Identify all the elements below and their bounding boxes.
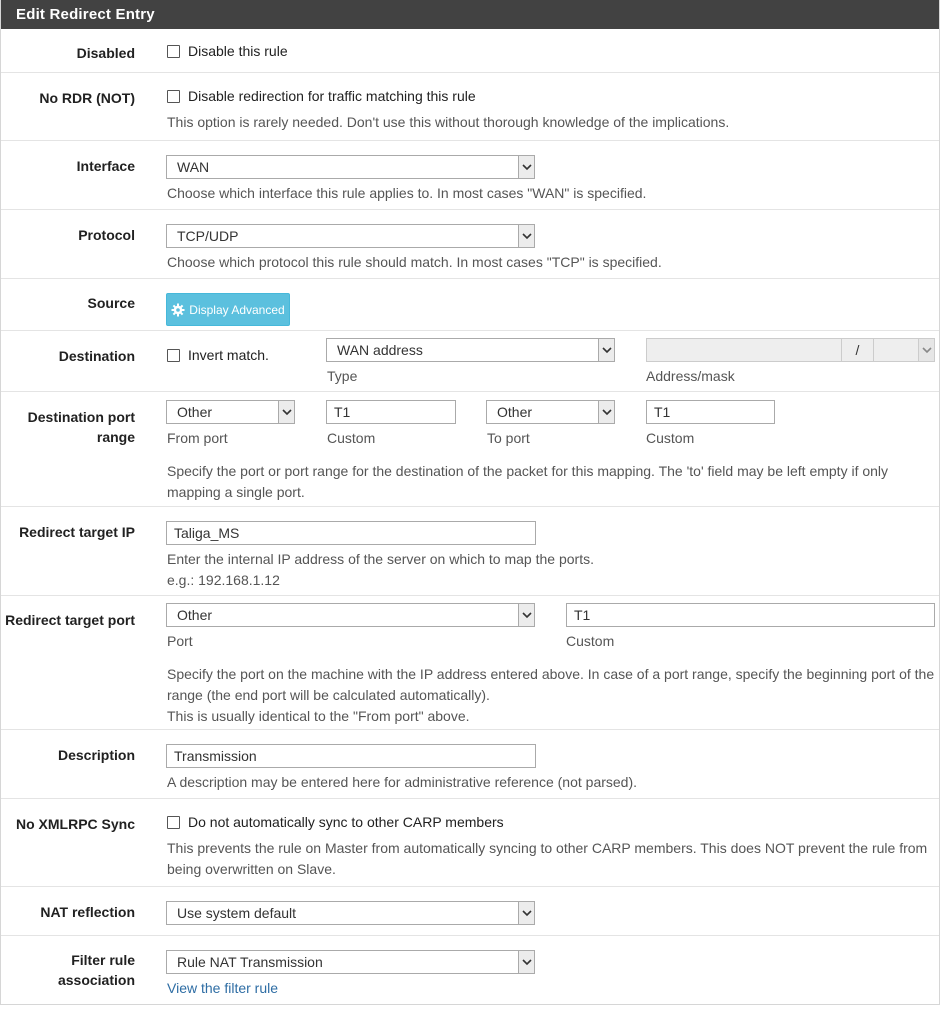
dest-port-help — [167, 461, 888, 503]
interface-select[interactable] — [166, 155, 535, 179]
redirect-port-caption: Port — [167, 633, 193, 649]
nat-reflection-select[interactable] — [166, 901, 535, 925]
chevron-down-icon — [518, 951, 534, 973]
from-port-select[interactable] — [166, 400, 295, 424]
protocol-help: Choose which protocol this rule should match. In most cases "TCP" is specified. — [167, 254, 662, 270]
invert-match-text: Invert match. — [188, 347, 269, 363]
panel-title: Edit Redirect Entry — [1, 0, 939, 29]
description-input[interactable]: Transmission — [166, 744, 536, 768]
row-description — [1, 729, 939, 798]
chevron-down-icon — [918, 339, 934, 361]
chevron-down-icon — [518, 225, 534, 247]
redirect-ip-label: Redirect target IP — [19, 524, 135, 540]
from-port-value: Other — [177, 404, 213, 420]
no-rdr-checkbox-text: Disable redirection for traffic matching this rule — [188, 88, 476, 104]
redirect-port-custom-caption: Custom — [566, 633, 615, 649]
redirect-ip-help-example: e.g.: 192.168.1.12 — [167, 572, 280, 588]
description-help: A description may be entered here for administrative reference (not parsed). — [167, 774, 638, 790]
redirect-port-help — [167, 664, 937, 727]
protocol-select[interactable] — [166, 224, 535, 248]
row-redirect-target-ip — [1, 506, 939, 595]
row-no-rdr — [1, 72, 939, 140]
chevron-down-icon — [598, 339, 614, 361]
interface-select-value: WAN — [177, 159, 210, 175]
disabled-checkbox[interactable] — [167, 45, 180, 58]
chevron-down-icon — [278, 401, 294, 423]
filter-rule-label-line1: Filter rule — [71, 952, 135, 968]
display-advanced-button[interactable] — [166, 293, 290, 326]
row-no-xmlrpc-sync — [1, 798, 939, 886]
dest-port-label-line1: Destination port — [27, 409, 135, 425]
to-custom-caption: Custom — [646, 430, 695, 446]
to-port-value: Other — [497, 404, 533, 420]
xmlrpc-checkbox-text: Do not automatically sync to other CARP members — [188, 814, 504, 830]
from-custom-caption: Custom — [327, 430, 376, 446]
redirect-ip-input[interactable]: Taliga_MS — [166, 521, 536, 545]
xmlrpc-help-line1: This prevents the rule on Master from automatically syncing to other CARP members. This does NOT prevent the rule from — [167, 840, 928, 856]
mask-slash: / — [842, 338, 873, 362]
chevron-down-icon — [598, 401, 614, 423]
row-destination — [1, 330, 939, 391]
xmlrpc-checkbox[interactable] — [167, 816, 180, 829]
redirect-port-custom-input[interactable]: T1 — [566, 603, 935, 627]
row-nat-reflection — [1, 886, 939, 935]
description-label: Description — [57, 747, 135, 763]
dest-port-label-line2: range — [96, 429, 135, 445]
no-rdr-help: This option is rarely needed. Don't use this without thorough knowledge of the implications. — [167, 114, 730, 130]
destination-type-caption: Type — [327, 368, 358, 384]
to-port-caption: To port — [487, 430, 530, 446]
chevron-down-icon — [518, 902, 534, 924]
dest-port-help-line1: Specify the port or port range for the destination of the packet for this mapping. The 'to' field may be left empty if only — [167, 463, 889, 479]
destination-type-value: WAN address — [337, 342, 423, 358]
source-label: Source — [87, 295, 135, 311]
gear-icon — [171, 303, 185, 317]
interface-label: Interface — [76, 158, 135, 174]
disabled-label: Disabled — [76, 45, 135, 61]
chevron-down-icon — [518, 156, 534, 178]
redirect-port-select[interactable] — [166, 603, 535, 627]
nat-reflection-value: Use system default — [177, 905, 297, 921]
xmlrpc-label: No XMLRPC Sync — [15, 816, 135, 832]
redirect-port-help-line3: This is usually identical to the "From port" above. — [167, 708, 470, 724]
nat-reflection-label: NAT reflection — [40, 904, 135, 920]
no-rdr-checkbox-group[interactable] — [167, 88, 476, 104]
destination-label: Destination — [58, 348, 135, 364]
xmlrpc-help — [167, 838, 927, 880]
filter-rule-value: Rule NAT Transmission — [177, 954, 323, 970]
filter-rule-label — [58, 950, 135, 990]
row-disabled — [1, 29, 939, 72]
redirect-ip-help — [167, 549, 594, 591]
redirect-port-help-line2: range (the end port will be calculated automatically). — [167, 687, 490, 703]
row-protocol — [1, 209, 939, 278]
redirect-port-value: Other — [177, 607, 213, 623]
from-port-custom-input[interactable]: T1 — [326, 400, 456, 424]
xmlrpc-help-line2: being overwritten on Slave. — [167, 861, 336, 877]
row-redirect-target-port — [1, 595, 939, 729]
protocol-label: Protocol — [78, 227, 135, 243]
row-interface — [1, 140, 939, 209]
redirect-ip-help-line1: Enter the internal IP address of the server on which to map the ports. — [167, 551, 594, 567]
row-destination-port-range — [1, 391, 939, 506]
address-mask-caption: Address/mask — [646, 368, 735, 384]
interface-help: Choose which interface this rule applies to. In most cases "WAN" is specified. — [167, 185, 647, 201]
xmlrpc-checkbox-group[interactable] — [167, 814, 504, 830]
protocol-select-value: TCP/UDP — [177, 228, 239, 244]
filter-rule-label-line2: association — [57, 972, 135, 988]
row-source — [1, 278, 939, 330]
no-rdr-label: No RDR (NOT) — [39, 90, 135, 106]
row-filter-rule-association — [1, 935, 939, 1004]
redirect-port-help-line1: Specify the port on the machine with the IP address entered above. In case of a port range, specify the beginning port of the — [167, 666, 935, 682]
redirect-port-label: Redirect target port — [5, 612, 135, 628]
destination-mask-select[interactable] — [873, 338, 935, 362]
chevron-down-icon — [518, 604, 534, 626]
destination-type-select[interactable] — [326, 338, 615, 362]
to-port-select[interactable] — [486, 400, 615, 424]
invert-match-group[interactable] — [167, 347, 269, 363]
disabled-checkbox-group[interactable] — [167, 43, 288, 59]
to-port-custom-input[interactable]: T1 — [646, 400, 775, 424]
dest-port-label — [28, 407, 135, 447]
display-advanced-label: Display Advanced — [189, 302, 285, 317]
view-filter-rule-link[interactable]: View the filter rule — [167, 980, 279, 996]
from-port-caption: From port — [167, 430, 228, 446]
disabled-checkbox-text: Disable this rule — [188, 43, 288, 59]
invert-match-checkbox[interactable] — [167, 349, 180, 362]
filter-rule-select[interactable] — [166, 950, 535, 974]
destination-address-input[interactable] — [646, 338, 842, 362]
dest-port-help-line2: mapping a single port. — [167, 484, 305, 500]
no-rdr-checkbox[interactable] — [167, 90, 180, 103]
